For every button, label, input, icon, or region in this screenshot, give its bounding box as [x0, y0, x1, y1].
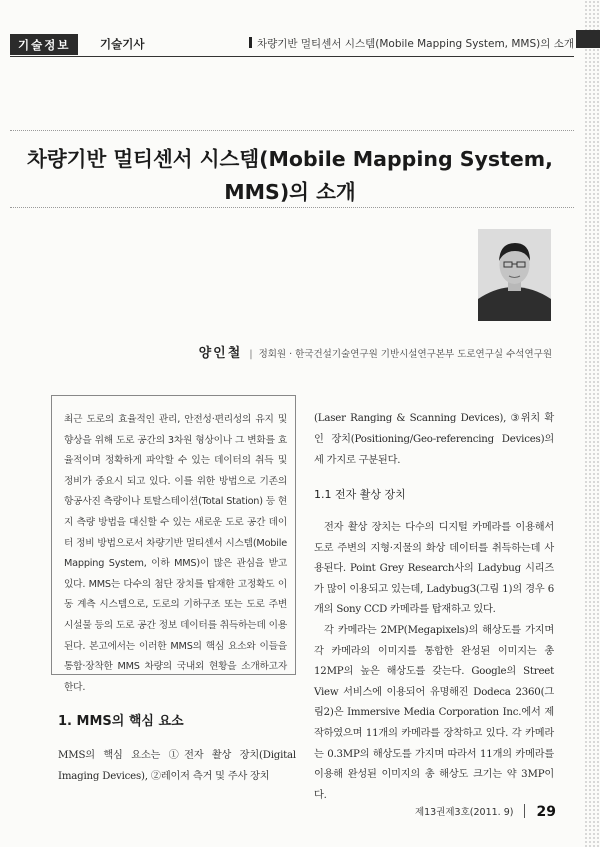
right-column-body [314, 518, 554, 806]
byline-separator: | [249, 349, 253, 360]
header-rule [10, 56, 574, 57]
footer-separator [524, 804, 525, 818]
author-affiliation: 정회원 · 한국건설기술연구원 기반시설연구본부 도로연구실 수석연구원 [258, 349, 552, 360]
subsection-heading: 1.1 전자 촬상 장치 [314, 488, 406, 501]
edge-dot-pattern [584, 0, 600, 847]
article-title-line1: 차량기반 멀티센서 시스템(Mobile Mapping System, [27, 147, 553, 171]
section-label: 기술기사 [100, 37, 145, 51]
right-paragraph-2: 각 카메라는 2MP(Megapixels)의 해상도를 가지며 각 카메라의 이미지를 통합한 완성된 이미지는 총 12MP의 높은 해상도를 갖는다. Google의 Street View 서비스에 이용되어 유명해진 Dodeca 2360(그림2)은 Immersive Media Corporation Inc.에서 제작하였으며 11개의 카메라를 장착하고 있다. 각 카메라는 0.3MP의 해상도를 가지며 따라서 11개의 카메라를 이용해 완성된 이미지의 총 해상도 크기는 약 3MP이다. [314, 624, 554, 801]
running-title-bar [249, 37, 252, 48]
page-header [10, 34, 586, 54]
author-portrait-image [478, 229, 551, 321]
abstract-box [51, 395, 296, 693]
article-title-line2: MMS)의 소개 [224, 180, 356, 204]
running-title [249, 36, 574, 51]
right-column-intro [314, 408, 554, 471]
running-title-text: 차량기반 멀티센서 시스템(Mobile Mapping System, MMS)의 소개 [257, 38, 574, 50]
author-photo [478, 229, 551, 321]
right-paragraph-cont: (Laser Ranging & Scanning Devices), ③위치 확인 장치(Positioning/Geo-referencing Devices)의 세 가지로 구분된다. [314, 413, 554, 466]
left-column-heading [58, 710, 296, 729]
title-divider-bottom [10, 207, 574, 208]
section-badge: 기술정보 [10, 34, 78, 55]
right-column-subheading [314, 486, 554, 502]
abstract-text: 최근 도로의 효율적인 관리, 안전성·편리성의 유지 및 향상을 위해 도로 공간의 3차원 형상이나 그 변화를 효율적이며 정확하게 파악할 수 있는 데이터의 취득 및 정비가 중요시 되고 있다. 이를 위한 방법으로 기존의 항공사진 측량이나 토탈스테이션(Total Station) 등 현지 측량 방법을 대신할 수 있는 새로운 도로 공간 데이터 정비 방법으로서 차량기반 멀티센서 시스템(Mobile Mapping System, 이하 MMS)이 많은 관심을 받고 있다. MMS는 다수의 첨단 장치를 탑재한 고정확도 이동 계측 시스템으로, 도로의 기하구조 또는 도로 주변 시설물 등의 도로 공간 정보 데이터를 취득하는데 이용된다. 본고에서는 이러한 MMS의 핵심 요소와 이들을 통합·장착한 MMS 차량의 국내외 현황을 소개하고자 한다. [64, 414, 287, 693]
title-divider-top [10, 130, 574, 131]
issue-info: 제13권제3호(2011. 9) [414, 807, 514, 818]
author-byline [199, 342, 552, 361]
article-title [20, 143, 560, 209]
left-paragraph: MMS의 핵심 요소는 ①전자 촬상 장치(Digital Imaging Devices), ②레이저 측거 및 주사 장치 [58, 750, 296, 782]
author-name: 양인철 [198, 346, 243, 361]
page-number: 29 [536, 804, 556, 820]
page-footer [415, 804, 556, 820]
section-heading: 1. MMS의 핵심 요소 [58, 714, 184, 729]
right-paragraph-1: 전자 촬상 장치는 다수의 디지털 카메라를 이용해서 도로 주변의 지형·지물의 화상 데이터를 취득하는데 사용된다. Point Grey Research사의 Ladybug 시리즈가 많이 이용되고 있는데, Ladybug3(그림 1)의 경우 6개의 Sony CCD 카메라를 탑재하고 있다. [314, 522, 554, 616]
left-column-body [58, 745, 296, 787]
